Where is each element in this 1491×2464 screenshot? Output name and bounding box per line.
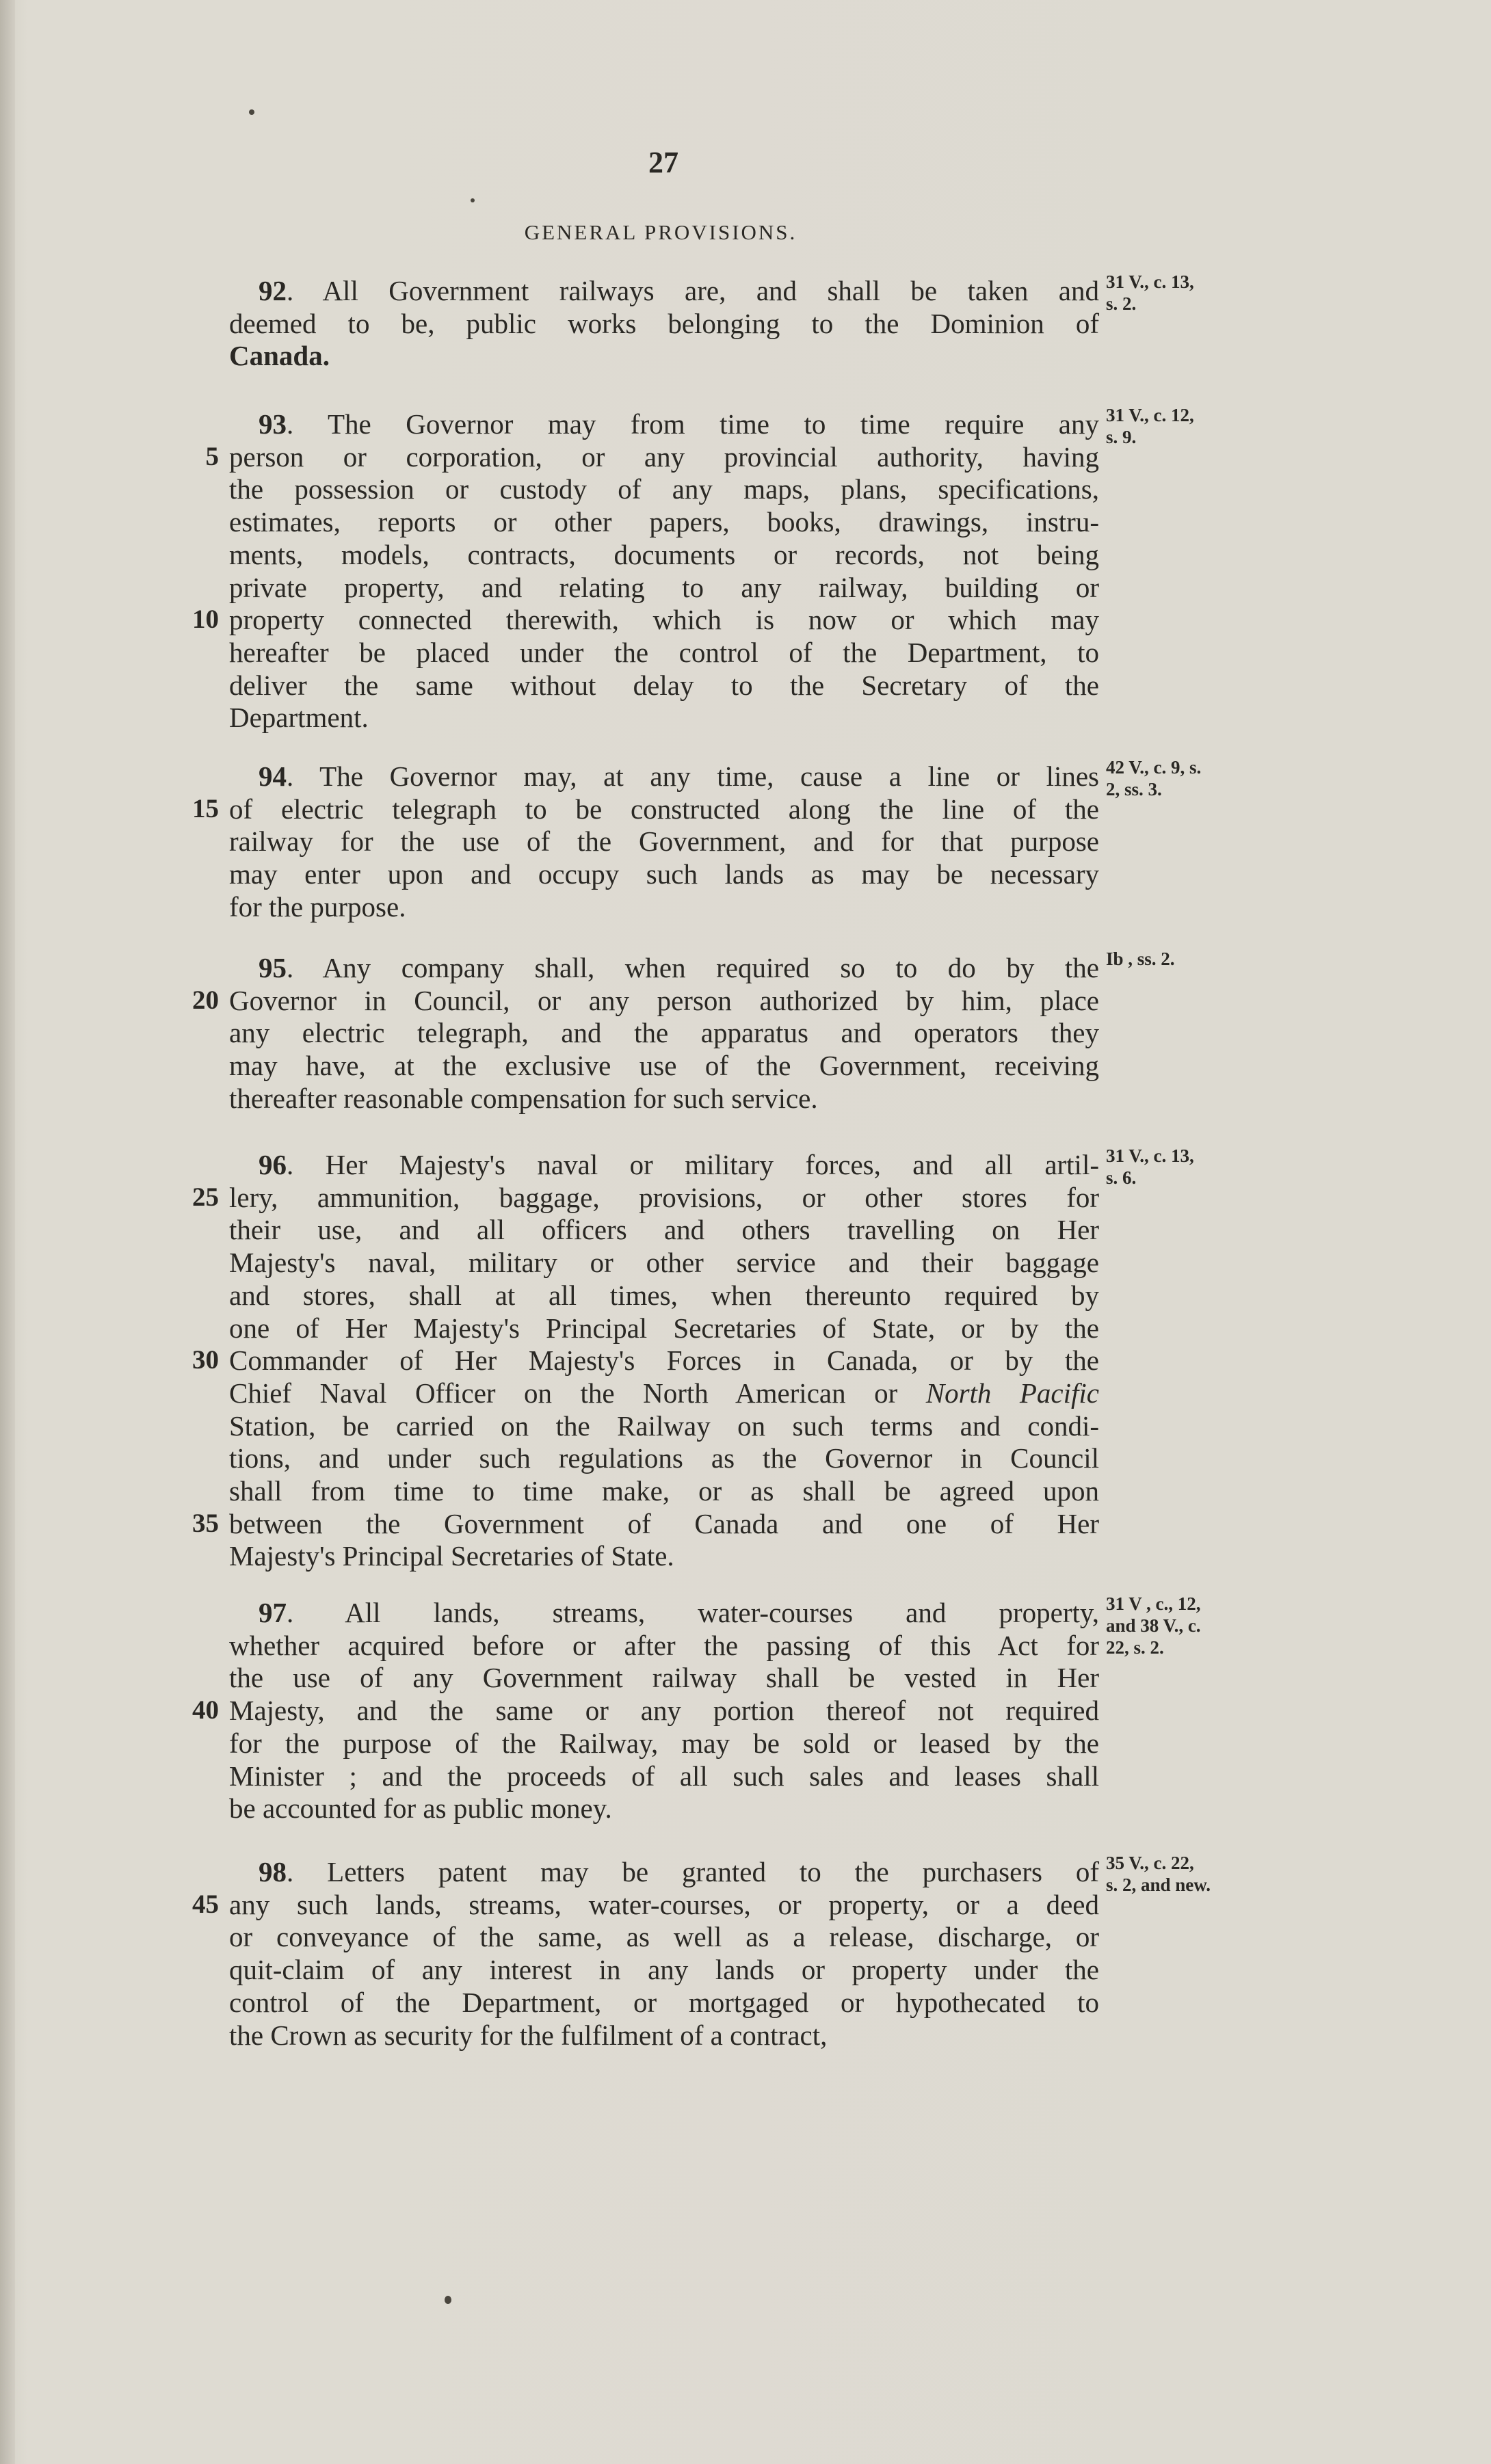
text-line (0, 890, 1491, 924)
line-text (229, 1016, 1099, 1050)
line-text (229, 1474, 1099, 1508)
text-line (0, 1409, 1491, 1443)
text-line (0, 1507, 1491, 1541)
text-line (0, 1985, 1491, 2019)
text-segment: tions, and under such regulations as the Governor in Council (229, 1442, 1099, 1474)
line-text (229, 1693, 1099, 1727)
text-segment: or conveyance of the same, as well as a release, discharge, or (229, 1921, 1099, 1953)
text-segment: ments, models, contracts, documents or records, not being (229, 538, 1099, 570)
text-segment: . All Government railways are, and shall be taken and (287, 275, 1099, 306)
text-line (0, 1693, 1491, 1727)
section-number: 97 (259, 1597, 287, 1628)
text-segment: estimates, reports or other papers, books, drawings, instru- (229, 506, 1099, 538)
line-number: 20 (192, 985, 219, 1015)
line-text (229, 635, 1099, 670)
text-segment: the Crown as security for the fulfilment of a contract, (229, 2019, 828, 2051)
text-segment: Governor in Council, or any person authorized by him, place (229, 984, 1099, 1016)
text-segment: Department. (229, 702, 369, 734)
line-number: 40 (192, 1695, 219, 1725)
line-text (229, 1376, 1099, 1410)
text-line (0, 635, 1491, 670)
text-segment: for the purpose of the Railway, may be sold or leased by the (229, 1727, 1099, 1759)
section-first-line (259, 759, 1099, 793)
text-segment: Majesty, and the same or any portion thereof not required (229, 1695, 1099, 1727)
text-segment: . Letters patent may be granted to the purchasers of (287, 1856, 1099, 1887)
text-line (0, 339, 1491, 373)
text-line (0, 1048, 1491, 1083)
text-segment: Canada. (229, 340, 330, 372)
text-line (0, 1311, 1491, 1345)
text-segment: and stores, shall at all times, when thereunto required by (229, 1279, 1099, 1311)
text-line (0, 700, 1491, 734)
text-line (0, 857, 1491, 891)
paper-speck (471, 198, 475, 202)
text-segment: one of Her Majesty's Principal Secretaries of State, or by the (229, 1312, 1099, 1344)
text-segment: of electric telegraph to be constructed along the line of the (229, 793, 1099, 825)
text-line (0, 1660, 1491, 1695)
line-text (229, 1539, 1099, 1573)
text-segment: Station, be carried on the Railway on such terms and condi- (229, 1409, 1099, 1442)
line-text (229, 1791, 1099, 1825)
text-line (0, 2018, 1491, 2052)
line-text (229, 890, 1099, 924)
section-first-line (259, 1595, 1099, 1630)
line-text (229, 1245, 1099, 1280)
text-line (0, 1343, 1491, 1377)
marginal-citation: 31 V., c. 13, s. 2. (1106, 271, 1194, 314)
line-number: 30 (192, 1345, 219, 1375)
line-text (229, 700, 1099, 734)
marginal-citation: 31 V , c., 12, and 38 V., c. 22, s. 2. (1106, 1593, 1201, 1658)
text-line (0, 505, 1491, 539)
marginal-citation: 35 V., c. 22, s. 2, and new. (1106, 1853, 1211, 1895)
line-text (229, 339, 1099, 373)
text-line (0, 1376, 1491, 1410)
line-text (229, 1507, 1099, 1541)
text-segment: control of the Department, or mortgaged or hypothecated to (229, 1986, 1099, 2018)
text-segment: whether acquired before or after the passing of this Act for (229, 1629, 1099, 1661)
line-text (229, 1887, 1099, 1922)
line-number: 10 (192, 605, 219, 635)
text-segment: deliver the same without delay to the Secretary of the (229, 669, 1099, 701)
line-text (229, 440, 1099, 474)
text-line (0, 1474, 1491, 1508)
line-text (229, 1759, 1099, 1793)
line-number: 45 (192, 1889, 219, 1919)
line-text (229, 472, 1099, 506)
text-line (0, 1952, 1491, 1987)
text-line (0, 1920, 1491, 1954)
text-line (0, 1213, 1491, 1247)
text-line (0, 1441, 1491, 1475)
text-segment: property connected therewith, which is now or which may (229, 604, 1099, 636)
line-text (229, 1441, 1099, 1475)
section-first-line (259, 951, 1099, 985)
line-text (229, 792, 1099, 826)
text-segment: Majesty's naval, military or other service and their baggage (229, 1247, 1099, 1279)
section-number: 92 (259, 275, 287, 306)
text-segment: the possession or custody of any maps, plans, specifications, (229, 473, 1099, 505)
section-number: 96 (259, 1149, 287, 1180)
text-line (0, 1726, 1491, 1760)
line-text (229, 602, 1099, 637)
text-line (0, 538, 1491, 572)
text-segment: may have, at the exclusive use of the Government, receiving (229, 1050, 1099, 1082)
text-segment: deemed to be, public works belonging to the Dominion of (229, 307, 1099, 339)
text-segment: . The Governor may from time to time require any (287, 408, 1099, 440)
line-text (229, 1409, 1099, 1443)
line-text (229, 1920, 1099, 1954)
text-line (0, 1245, 1491, 1280)
text-segment: thereafter reasonable compensation for such service. (229, 1082, 818, 1114)
line-number: 25 (192, 1182, 219, 1212)
text-line (0, 983, 1491, 1018)
text-segment: Chief Naval Officer on the North American or (229, 1377, 926, 1409)
line-text (229, 538, 1099, 572)
line-text (229, 824, 1099, 858)
line-text (229, 1180, 1099, 1215)
text-segment: lery, ammunition, baggage, provisions, or other stores for (229, 1181, 1099, 1213)
marginal-citation: 31 V., c. 12, s. 9. (1106, 405, 1194, 447)
line-number: 35 (192, 1508, 219, 1538)
text-segment: may enter upon and occupy such lands as may be necessary (229, 858, 1099, 890)
section-number: 95 (259, 952, 287, 983)
section-number: 93 (259, 408, 287, 440)
line-text (229, 1048, 1099, 1083)
line-text (229, 1660, 1099, 1695)
text-segment: the use of any Government railway shall be vested in Her (229, 1662, 1099, 1694)
text-line (0, 472, 1491, 506)
paper-speck (445, 2296, 451, 2304)
text-line (0, 668, 1491, 702)
line-text (229, 2018, 1099, 2052)
text-line (0, 602, 1491, 637)
line-text (229, 1726, 1099, 1760)
line-text (229, 1343, 1099, 1377)
line-text (229, 1081, 1099, 1115)
section-heading: GENERAL PROVISIONS. (524, 220, 797, 244)
text-segment: person or corporation, or any provincial authority, having (229, 440, 1099, 473)
line-text (229, 1985, 1099, 2019)
section-first-line (259, 1148, 1099, 1182)
text-segment: private property, and relating to any railway, building or (229, 571, 1099, 603)
text-line (0, 1539, 1491, 1573)
text-segment: . Any company shall, when required so to do by the (287, 952, 1099, 983)
line-number: 5 (205, 441, 219, 471)
section-first-line (259, 407, 1099, 441)
text-segment: any electric telegraph, and the apparatus and operators they (229, 1017, 1099, 1049)
section-first-line (259, 1855, 1099, 1889)
page-number: 27 (648, 146, 678, 179)
text-segment: Majesty's Principal Secretaries of State. (229, 1540, 674, 1572)
marginal-citation: 42 V., c. 9, s. 2, ss. 3. (1106, 757, 1202, 799)
text-segment: Minister ; and the proceeds of all such sales and leases shall (229, 1760, 1099, 1792)
line-text (229, 857, 1099, 891)
paper-speck (249, 109, 254, 115)
text-segment: their use, and all officers and others travelling on Her (229, 1214, 1099, 1246)
text-segment: Commander of Her Majesty's Forces in Canada, or by the (229, 1344, 1099, 1377)
section-number: 94 (259, 760, 287, 792)
text-line (0, 824, 1491, 858)
marginal-citation: 31 V., c. 13, s. 6. (1106, 1145, 1194, 1188)
text-line (0, 1278, 1491, 1312)
line-text (229, 668, 1099, 702)
line-text (229, 1952, 1099, 1987)
line-text (229, 1278, 1099, 1312)
text-segment: any such lands, streams, water-courses, or property, or a deed (229, 1888, 1099, 1920)
line-text (229, 1213, 1099, 1247)
text-segment: North Pacific (925, 1377, 1100, 1409)
line-number: 15 (192, 793, 219, 823)
text-line (0, 1791, 1491, 1825)
text-segment: . The Governor may, at any time, cause a line or lines (287, 760, 1099, 792)
marginal-citation: Ib , ss. 2. (1106, 949, 1175, 969)
line-text (229, 1628, 1099, 1662)
text-segment: . Her Majesty's naval or military forces, and all artil- (287, 1149, 1099, 1180)
text-segment: be accounted for as public money. (229, 1792, 612, 1825)
line-text (229, 570, 1099, 605)
text-line (0, 570, 1491, 605)
text-segment: hereafter be placed under the control of the Department, to (229, 636, 1099, 668)
line-text (229, 983, 1099, 1018)
text-line (0, 1759, 1491, 1793)
line-text (229, 505, 1099, 539)
text-segment: quit-claim of any interest in any lands or property under the (229, 1954, 1099, 1986)
line-text (229, 1311, 1099, 1345)
section-number: 98 (259, 1856, 287, 1887)
text-segment: for the purpose. (229, 890, 406, 923)
text-line (0, 1016, 1491, 1050)
line-text (229, 306, 1099, 341)
text-line (0, 1081, 1491, 1115)
text-segment: between the Government of Canada and one of Her (229, 1507, 1099, 1539)
text-segment: railway for the use of the Government, and for that purpose (229, 825, 1099, 858)
text-segment: . All lands, streams, water-courses and property, (287, 1597, 1099, 1628)
section-first-line (259, 274, 1099, 308)
text-segment: shall from time to time make, or as shall be agreed upon (229, 1475, 1099, 1507)
